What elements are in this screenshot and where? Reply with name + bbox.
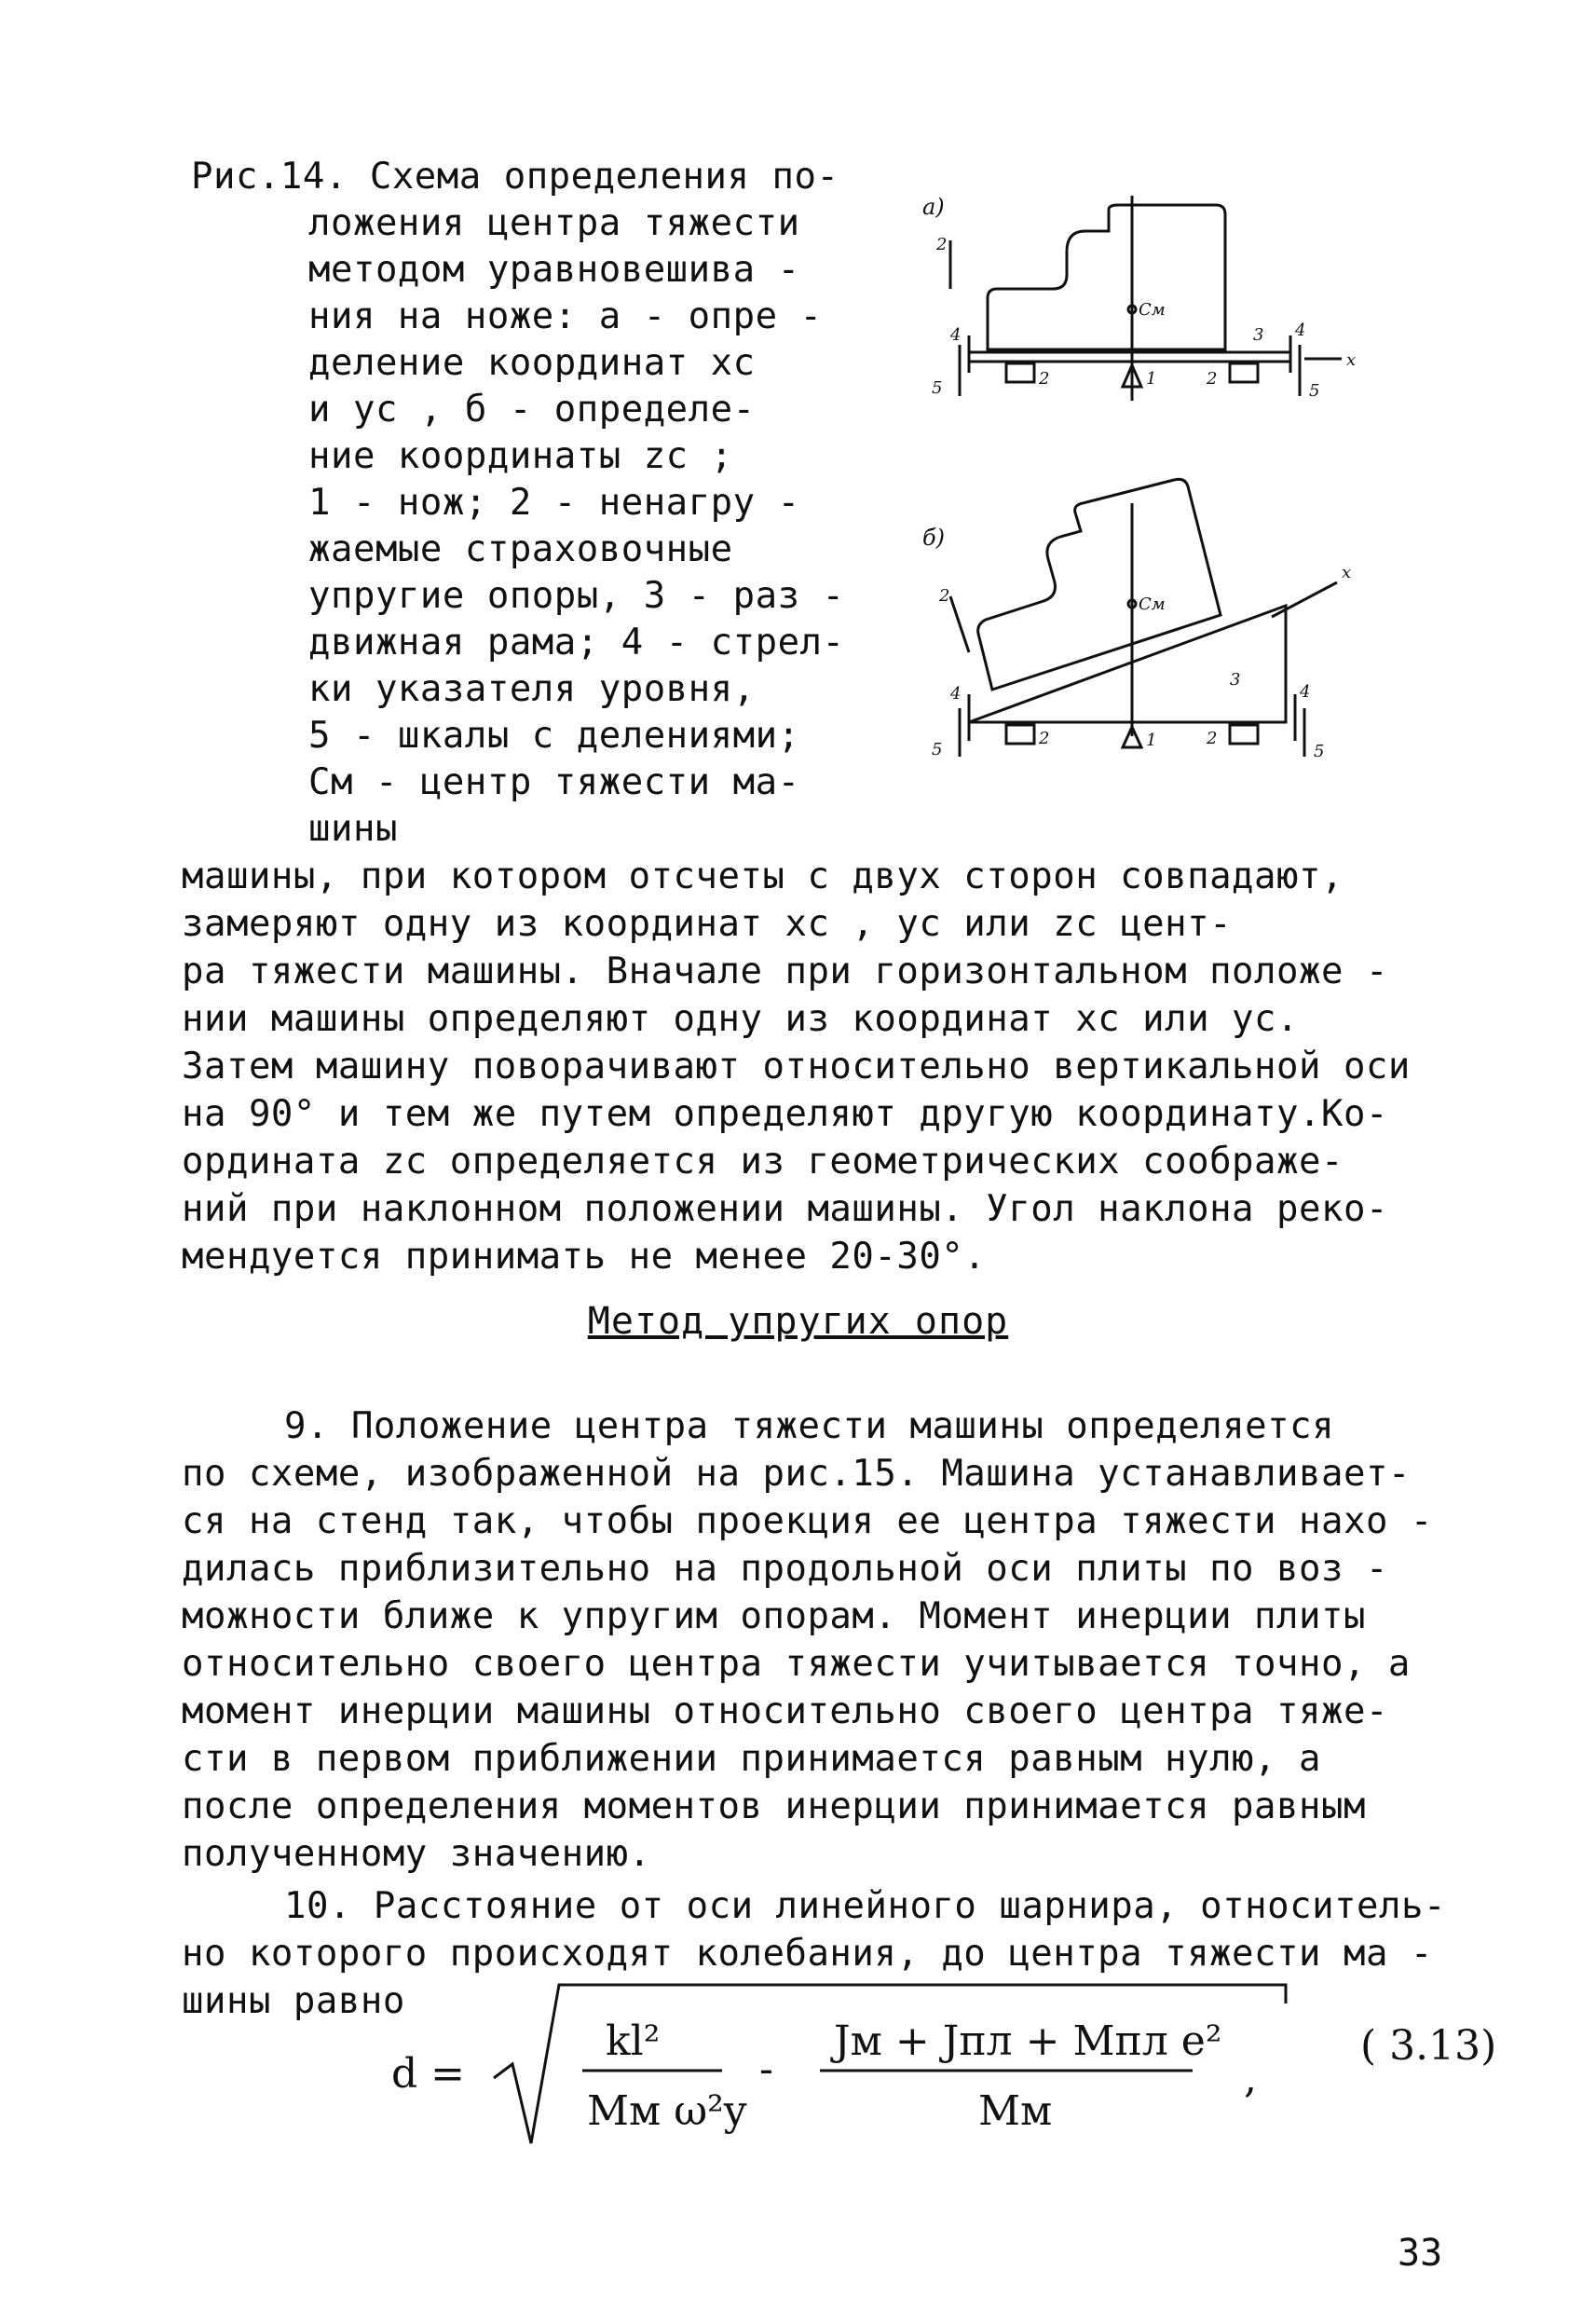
label-3: 3 [1230,670,1241,690]
text-line: относительно своего центра тяжести учитывается точно, а [182,1643,1411,1685]
knife-indicator-b [950,596,969,652]
formula-lhs: d = [391,2050,466,2098]
formula-den2: Mм [978,2087,1053,2135]
label-cm-a: Cм [1139,300,1166,320]
figure-caption [191,154,880,853]
caption-line: ние координаты zc ; [308,435,733,477]
label-cm-b: Cм [1139,595,1166,614]
label-2: 2 [1039,369,1050,389]
text-line: полученному значению. [182,1833,651,1875]
diagram-svg [894,186,1398,773]
label-4: 4 [1300,682,1311,702]
label-1: 1 [1146,369,1157,389]
label-5: 5 [1309,381,1320,401]
equation-number: ( 3.13) [1360,2022,1497,2070]
caption-line: жаемые страховочные [308,528,733,570]
formula-num2: Jм + Jпл + Mпл e² [834,2017,1222,2065]
text-line: Затем машину поворачивают относительно вертикальной оси [182,1046,1411,1087]
label-4: 4 [950,684,962,704]
page-number: 33 [1398,2232,1443,2275]
text-line: после определения моментов инерции принимается равным [182,1785,1366,1827]
formula-den1: Mм ω²y [587,2087,747,2135]
text-line: замеряют одну из координат xc , yc или zc цент- [182,903,1233,945]
spring-support-right-a [1230,363,1258,382]
label-x: x [1342,563,1352,582]
text-line: 10. Расстояние от оси линейного шарнира, относитель- [284,1885,1446,1927]
caption-line: методом уравновешива - [308,249,800,291]
text-line: но которого происходят колебания, до центра тяжести ма - [182,1933,1433,1975]
label-5: 5 [1314,742,1325,761]
text-line: ний при наклонном положении машины. Угол наклона реко- [182,1188,1388,1230]
caption-line: ложения центра тяжести [308,202,800,244]
caption-first-line: Рис.14. Схема определения по- [191,156,839,198]
label-x: x [1346,350,1357,370]
text-line: шины равно [182,1980,405,2022]
label-b: б) [922,525,946,551]
text-line: мендуется принимать не менее 20-30°. [182,1236,987,1278]
paragraph-9 [182,1402,1458,1878]
inclined-frame-b [969,606,1286,722]
text-line: на 90° и тем же путем определяют другую координату.Ко- [182,1093,1388,1135]
text-line: дилась приблизительно на продольной оси плиты по воз - [182,1548,1388,1590]
spring-support-right-b [1230,725,1258,744]
label-1: 1 [1146,731,1157,750]
formula-3-13 [391,1966,1509,2171]
paragraph-continuation [182,853,1458,1280]
label-2: 2 [1207,369,1218,389]
caption-line: движная рама; 4 - стрел- [308,622,845,663]
label-2: 2 [1039,729,1050,748]
caption-line: 5 - шкалы с делениями; [308,715,800,757]
caption-line: ки указателя уровня, [308,668,756,710]
section-heading: Метод упругих опор [587,1300,1009,1343]
label-4: 4 [950,325,962,345]
text-line: 9. Положение центра тяжести машины определяется [284,1405,1335,1447]
text-line: сти в первом приближении принимается равным нулю, а [182,1738,1321,1780]
figure-14-diagram [894,186,1398,773]
spring-support-left-b [1006,725,1034,744]
text-line: момент инерции машины относительно своего центра тяже- [182,1690,1388,1732]
text-line: машины, при котором отсчеты с двух сторон совпадают, [182,855,1344,897]
movable-frame-a [969,352,1290,362]
caption-line: ния на ноже: а - опре - [308,295,823,337]
label-5: 5 [932,378,943,398]
knife-b [1123,727,1141,747]
text-line: можности ближе к упругим опорам. Момент инерции плиты [182,1595,1366,1637]
caption-line: и yc , б - определе- [308,389,756,431]
label-2: 2 [939,586,950,606]
formula-num1: kl² [606,2017,661,2065]
formula-minus: - [759,2045,773,2093]
caption-line: 1 - нож; 2 - ненагру - [308,482,800,524]
text-line: по схеме, изображенной на рис.15. Машина устанавливает- [182,1453,1411,1495]
machine-body-b [978,479,1221,690]
label-2: 2 [1207,729,1218,748]
label-2: 2 [936,235,948,254]
text-line: ра тяжести машины. Вначале при горизонтальном положе - [182,950,1388,992]
caption-body [191,200,880,853]
label-a: а) [922,194,945,220]
formula-comma: , [1244,2055,1257,2102]
label-5: 5 [932,740,943,759]
text-line: ордината zc определяется из геометрических соображе- [182,1141,1344,1183]
caption-line: деление координат xc [308,342,756,384]
formula-svg [391,1966,1509,2171]
caption-line: шины [308,808,398,850]
x-axis-b [1272,582,1337,617]
text-line: ся на стенд так, чтобы проекция ее центра тяжести нахо - [182,1500,1433,1542]
caption-line: упругие опоры, 3 - раз - [308,575,845,617]
label-3: 3 [1253,325,1264,345]
label-4: 4 [1295,321,1306,340]
caption-line: Cм - центр тяжести ма- [308,761,800,803]
machine-body-a [988,205,1225,349]
text-line: нии машины определяют одну из координат xc или yc. [182,998,1299,1040]
spring-support-left-a [1006,363,1034,382]
